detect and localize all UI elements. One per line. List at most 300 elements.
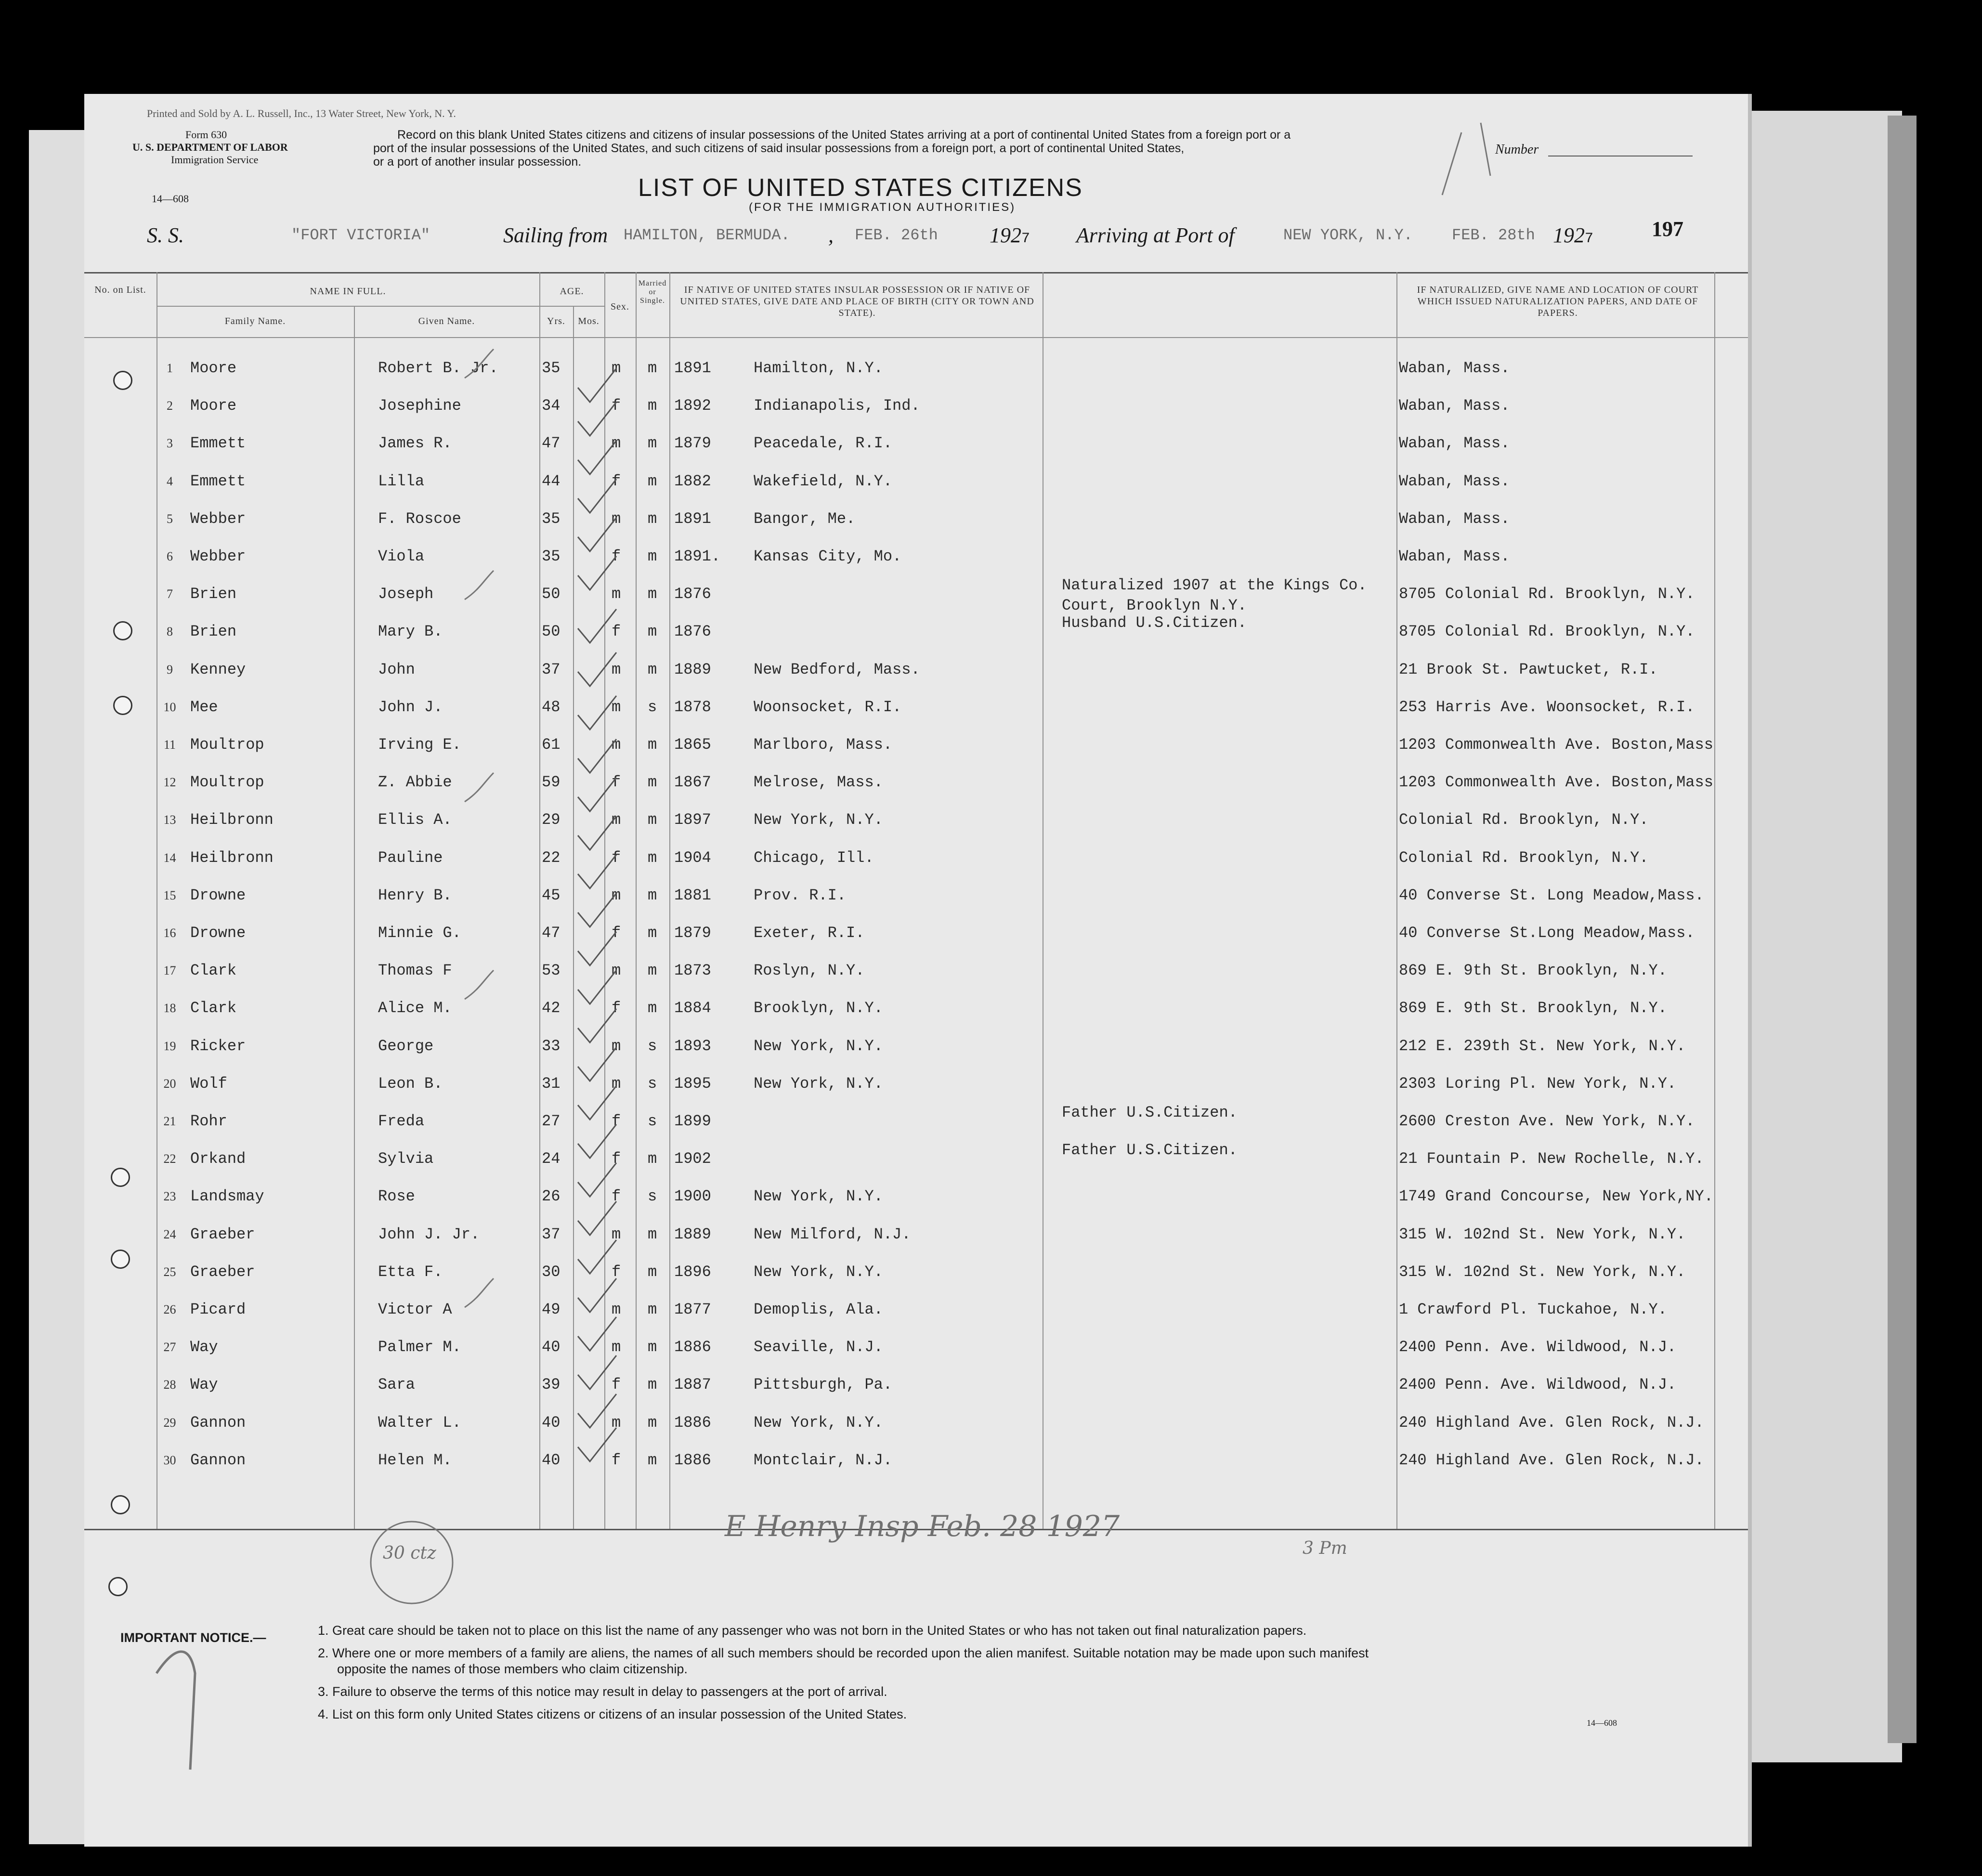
family-name: Way xyxy=(190,1338,218,1356)
marital-status: s xyxy=(648,698,657,716)
marital-status: m xyxy=(648,585,657,603)
birth-year: 1891. xyxy=(674,547,721,565)
sex: f xyxy=(612,924,621,942)
punch-hole xyxy=(111,1168,130,1187)
ship-name: "FORT VICTORIA" xyxy=(291,226,430,244)
sex: m xyxy=(612,886,621,904)
birth-place: Montclair, N.J. xyxy=(754,1451,893,1469)
birth-year: 1889 xyxy=(674,660,711,678)
row-number: 26 xyxy=(163,1303,176,1316)
given-name: John J. Jr. xyxy=(378,1225,480,1243)
birth-year: 1887 xyxy=(674,1376,711,1394)
birth-year: 1896 xyxy=(674,1263,711,1281)
sex: m xyxy=(612,962,621,980)
header-birth: IF NATIVE OF UNITED STATES INSULAR POSSESSION OR IF NATIVE OF UNITED STATES, GIVE DATE AND PLACE OF BIRTH (CITY OR TOWN AND STATE). xyxy=(680,285,1034,318)
us-address: Waban, Mass. xyxy=(1399,547,1510,565)
birth-place: New Bedford, Mass. xyxy=(754,660,920,678)
sex: m xyxy=(612,1413,621,1432)
us-address: 1 Crawford Pl. Tuckahoe, N.Y. xyxy=(1399,1301,1667,1318)
family-name: Rohr xyxy=(190,1112,227,1130)
family-name: Webber xyxy=(190,509,246,528)
family-name: Landsmay xyxy=(190,1187,264,1206)
header-yrs: Yrs. xyxy=(547,316,565,326)
sex: f xyxy=(612,547,621,565)
row-number: 24 xyxy=(163,1227,176,1241)
row-number: 2 xyxy=(167,399,173,413)
us-address: 1203 Commonwealth Ave. Boston,Mass xyxy=(1399,736,1713,754)
row-number: 27 xyxy=(163,1340,176,1355)
sex: f xyxy=(612,1263,621,1281)
birth-place: Pittsburgh, Pa. xyxy=(754,1376,893,1394)
given-name: George xyxy=(378,1037,434,1055)
birth-year: 1902 xyxy=(674,1150,711,1168)
row-number: 10 xyxy=(163,700,176,714)
handwritten-note-right: 3 Pm xyxy=(1303,1538,1347,1558)
birth-year: 1899 xyxy=(674,1112,711,1130)
given-name: Etta F. xyxy=(378,1263,443,1281)
row-number: 7 xyxy=(167,587,173,601)
family-name: Drowne xyxy=(190,886,246,904)
row-number: 6 xyxy=(167,549,173,563)
birth-place: Melrose, Mass. xyxy=(754,773,883,792)
birth-year: 1867 xyxy=(674,773,711,792)
sex: m xyxy=(612,359,621,377)
family-name: Graeber xyxy=(190,1263,255,1281)
given-name: John xyxy=(378,660,415,678)
us-address: 869 E. 9th St. Brooklyn, N.Y. xyxy=(1399,962,1667,980)
row-number: 23 xyxy=(163,1189,176,1204)
us-address: 21 Brook St. Pawtucket, R.I. xyxy=(1399,660,1658,678)
age-years: 37 xyxy=(542,1225,561,1243)
printer-line: Printed and Sold by A. L. Russell, Inc., 13 Water Street, New York, N. Y. xyxy=(147,107,456,119)
us-address: 1203 Commonwealth Ave. Boston,Mass xyxy=(1399,773,1713,792)
given-name: Sara xyxy=(378,1376,415,1394)
marital-status: m xyxy=(648,924,657,942)
age-years: 33 xyxy=(542,1037,561,1055)
form-code: 14—608 xyxy=(152,193,189,205)
marital-status: m xyxy=(648,1150,657,1168)
page-number: 197 xyxy=(1652,217,1683,241)
row-number: 28 xyxy=(163,1378,176,1392)
punch-hole xyxy=(113,621,132,640)
us-address: 2600 Creston Ave. New York, N.Y. xyxy=(1399,1112,1695,1130)
birth-year: 1893 xyxy=(674,1037,711,1055)
age-years: 39 xyxy=(542,1376,561,1394)
age-years: 34 xyxy=(542,397,561,415)
us-address: 21 Fountain P. New Rochelle, N.Y. xyxy=(1399,1150,1704,1168)
family-name: Gannon xyxy=(190,1451,246,1469)
us-address: Waban, Mass. xyxy=(1399,434,1510,453)
marital-status: m xyxy=(648,1301,657,1318)
family-name: Wolf xyxy=(190,1074,227,1093)
birth-place: Roslyn, N.Y. xyxy=(754,962,865,980)
family-name: Kenney xyxy=(190,660,246,678)
given-name: F. Roscoe xyxy=(378,509,461,528)
handwritten-note-left: 30 ctz xyxy=(383,1543,436,1563)
sex: f xyxy=(612,773,621,792)
family-name: Mee xyxy=(190,698,218,716)
row-number: 5 xyxy=(167,511,173,526)
family-name: Clark xyxy=(190,999,237,1017)
age-years: 61 xyxy=(542,736,561,754)
marital-status: m xyxy=(648,397,657,415)
given-name: Josephine xyxy=(378,397,461,415)
given-name: Joseph xyxy=(378,585,434,603)
age-years: 26 xyxy=(542,1187,561,1206)
marital-status: m xyxy=(648,1451,657,1469)
us-address: 240 Highland Ave. Glen Rock, N.J. xyxy=(1399,1413,1704,1432)
birth-place: New York, N.Y. xyxy=(754,1074,883,1093)
marital-status: s xyxy=(648,1074,657,1093)
us-address: 315 W. 102nd St. New York, N.Y. xyxy=(1399,1225,1686,1243)
family-name: Way xyxy=(190,1376,218,1394)
arrival-date: FEB. 28th xyxy=(1452,226,1535,244)
service: Immigration Service xyxy=(171,154,259,166)
naturalization-note: Husband U.S.Citizen. xyxy=(1062,614,1247,632)
row-number: 25 xyxy=(163,1264,176,1279)
birth-year: 1889 xyxy=(674,1225,711,1243)
row-number: 13 xyxy=(163,813,176,827)
birth-year: 1884 xyxy=(674,999,711,1017)
punch-hole xyxy=(111,1250,130,1269)
row-number: 3 xyxy=(167,436,173,451)
notice-form-code: 14—608 xyxy=(1587,1718,1617,1728)
page-subtitle: (FOR THE IMMIGRATION AUTHORITIES) xyxy=(749,201,1016,214)
given-name: Minnie G. xyxy=(378,924,461,942)
birth-place: Kansas City, Mo. xyxy=(754,547,902,565)
notice-item-1: 1. Great care should be taken not to place on this list the name of any passenger who was not born in the United States or who has not taken out final naturalization papers. xyxy=(318,1623,1307,1638)
notice-item-2-cont: opposite the names of those members who claim citizenship. xyxy=(337,1662,688,1676)
given-name: Walter L. xyxy=(378,1413,461,1432)
header-naturalization: IF NATURALIZED, GIVE NAME AND LOCATION OF COURT WHICH ISSUED NATURALIZATION PAPERS, AND DATE OF PAPERS. xyxy=(1417,285,1699,318)
row-number: 15 xyxy=(163,888,176,902)
birth-year: 1886 xyxy=(674,1451,711,1469)
age-years: 47 xyxy=(542,924,561,942)
inspector-signature: E Henry Insp Feb. 28 1927 xyxy=(725,1510,1120,1543)
family-name: Clark xyxy=(190,962,237,980)
row-number: 14 xyxy=(163,850,176,865)
given-name: John J. xyxy=(378,698,443,716)
us-address: 2303 Loring Pl. New York, N.Y. xyxy=(1399,1074,1677,1093)
sex: m xyxy=(612,585,621,603)
family-name: Emmett xyxy=(190,434,246,453)
birth-place: New York, N.Y. xyxy=(754,1037,883,1055)
punch-hole xyxy=(113,371,132,390)
birth-year: 1904 xyxy=(674,848,711,867)
sex: m xyxy=(612,1338,621,1356)
birth-place: Chicago, Ill. xyxy=(754,848,874,867)
given-name: Alice M. xyxy=(378,999,452,1017)
given-name: Thomas F xyxy=(378,962,452,980)
marital-status: m xyxy=(648,999,657,1017)
marital-status: m xyxy=(648,811,657,829)
sailing-label: Sailing from xyxy=(503,223,608,247)
age-years: 35 xyxy=(542,509,561,528)
age-years: 40 xyxy=(542,1413,561,1432)
given-name: Victor A xyxy=(378,1301,452,1318)
us-address: 212 E. 239th St. New York, N.Y. xyxy=(1399,1037,1686,1055)
age-years: 42 xyxy=(542,999,561,1017)
age-years: 48 xyxy=(542,698,561,716)
birth-place: New York, N.Y. xyxy=(754,1413,883,1432)
number-label: Number xyxy=(1495,142,1539,157)
us-address: 8705 Colonial Rd. Brooklyn, N.Y. xyxy=(1399,585,1695,603)
age-years: 30 xyxy=(542,1263,561,1281)
year-prefix-1: 192 xyxy=(990,223,1021,247)
comma-separator: , xyxy=(828,223,834,247)
birth-place: New Milford, N.J. xyxy=(754,1225,911,1243)
header-no-on-list: No. on List. xyxy=(94,285,146,295)
sex: f xyxy=(612,472,621,490)
family-name: Emmett xyxy=(190,472,246,490)
marital-status: m xyxy=(648,1413,657,1432)
header-family-name: Family Name. xyxy=(224,316,286,326)
birth-place: Bangor, Me. xyxy=(754,509,856,528)
family-name: Moultrop xyxy=(190,736,264,754)
marital-status: m xyxy=(648,1338,657,1356)
given-name: Irving E. xyxy=(378,736,461,754)
us-address: 40 Converse St. Long Meadow,Mass. xyxy=(1399,886,1704,904)
sailing-from: HAMILTON, BERMUDA. xyxy=(624,226,790,244)
row-number: 17 xyxy=(163,964,176,978)
check-marks xyxy=(578,368,616,1461)
us-address: Waban, Mass. xyxy=(1399,397,1510,415)
marital-status: m xyxy=(648,773,657,792)
row-number: 9 xyxy=(167,662,173,677)
sex: f xyxy=(612,1150,621,1168)
age-years: 50 xyxy=(542,623,561,641)
sex: m xyxy=(612,736,621,754)
family-name: Webber xyxy=(190,547,246,565)
page-title: LIST OF UNITED STATES CITIZENS xyxy=(638,174,1083,202)
sex: f xyxy=(612,848,621,867)
us-address: 253 Harris Ave. Woonsocket, R.I. xyxy=(1399,698,1695,716)
birth-year: 1892 xyxy=(674,397,711,415)
family-name: Heilbronn xyxy=(190,848,274,867)
given-name: Mary B. xyxy=(378,623,443,641)
arriving-label: Arriving at Port of xyxy=(1076,223,1235,247)
given-name: Lilla xyxy=(378,472,425,490)
given-name: Rose xyxy=(378,1187,415,1206)
given-name: Viola xyxy=(378,547,425,565)
us-address: 1749 Grand Concourse, New York,NY. xyxy=(1399,1187,1713,1206)
age-years: 35 xyxy=(542,547,561,565)
family-name: Moore xyxy=(190,397,237,415)
punch-hole xyxy=(111,1495,130,1514)
family-name: Moultrop xyxy=(190,773,264,792)
given-name: Pauline xyxy=(378,848,443,867)
age-years: 35 xyxy=(542,359,561,377)
marital-status: m xyxy=(648,547,657,565)
birth-place: Hamilton, N.Y. xyxy=(754,359,883,377)
birth-year: 1876 xyxy=(674,623,711,641)
given-name: James R. xyxy=(378,434,452,453)
us-address: 2400 Penn. Ave. Wildwood, N.J. xyxy=(1399,1338,1677,1356)
row-number: 1 xyxy=(167,361,173,375)
birth-place: Seaville, N.J. xyxy=(754,1338,883,1356)
birth-year: 1891 xyxy=(674,359,711,377)
marital-status: m xyxy=(648,509,657,528)
row-number: 19 xyxy=(163,1039,176,1053)
family-name: Drowne xyxy=(190,924,246,942)
family-name: Graeber xyxy=(190,1225,255,1243)
sex: m xyxy=(612,1037,621,1055)
sex: m xyxy=(612,434,621,453)
row-number: 11 xyxy=(163,738,176,752)
marital-status: m xyxy=(648,660,657,678)
birth-year: 1879 xyxy=(674,434,711,453)
given-name: Ellis A. xyxy=(378,811,452,829)
us-address: Waban, Mass. xyxy=(1399,509,1510,528)
notice-item-3: 3. Failure to observe the terms of this notice may result in delay to passengers at the port of arrival. xyxy=(318,1684,887,1699)
birth-year: 1895 xyxy=(674,1074,711,1093)
row-number: 21 xyxy=(163,1114,176,1128)
sex: f xyxy=(612,1112,621,1130)
given-name: Henry B. xyxy=(378,886,452,904)
birth-year: 1879 xyxy=(674,924,711,942)
sex: f xyxy=(612,1187,621,1206)
us-address: Colonial Rd. Brooklyn, N.Y. xyxy=(1399,848,1649,867)
sex: m xyxy=(612,509,621,528)
birth-place: Prov. R.I. xyxy=(754,886,847,904)
sex: m xyxy=(612,660,621,678)
year-digit-1: 7 xyxy=(1021,231,1030,247)
arrival-port: NEW YORK, N.Y. xyxy=(1283,226,1413,244)
sex: f xyxy=(612,623,621,641)
given-name: Helen M. xyxy=(378,1451,452,1469)
birth-year: 1886 xyxy=(674,1338,711,1356)
notice-label: IMPORTANT NOTICE.— xyxy=(120,1630,266,1645)
given-name: Sylvia xyxy=(378,1150,434,1168)
age-years: 24 xyxy=(542,1150,561,1168)
us-address: 2400 Penn. Ave. Wildwood, N.J. xyxy=(1399,1376,1677,1394)
form-number: Form 630 xyxy=(185,129,227,141)
marital-status: m xyxy=(648,623,657,641)
birth-place: New York, N.Y. xyxy=(754,1263,883,1281)
marital-status: m xyxy=(648,962,657,980)
age-years: 37 xyxy=(542,660,561,678)
age-years: 22 xyxy=(542,848,561,867)
sex: f xyxy=(612,1451,621,1469)
year-prefix-2: 192 xyxy=(1553,223,1585,247)
header-sex: Sex. xyxy=(611,301,629,312)
birth-place: Marlboro, Mass. xyxy=(754,736,893,754)
family-name: Gannon xyxy=(190,1413,246,1432)
family-name: Heilbronn xyxy=(190,811,274,829)
us-address: 315 W. 102nd St. New York, N.Y. xyxy=(1399,1263,1686,1281)
punch-hole xyxy=(108,1577,128,1596)
age-years: 27 xyxy=(542,1112,561,1130)
row-number: 30 xyxy=(163,1453,176,1467)
birth-place: Indianapolis, Ind. xyxy=(754,397,920,415)
sex: f xyxy=(612,397,621,415)
birth-place: Peacedale, R.I. xyxy=(754,434,893,453)
row-number: 29 xyxy=(163,1415,176,1430)
marital-status: m xyxy=(648,886,657,904)
birth-year: 1882 xyxy=(674,472,711,490)
department: U. S. DEPARTMENT OF LABOR xyxy=(132,141,288,153)
family-name: Brien xyxy=(190,585,237,603)
birth-year: 1897 xyxy=(674,811,711,829)
age-years: 53 xyxy=(542,962,561,980)
marital-status: m xyxy=(648,359,657,377)
birth-year: 1878 xyxy=(674,698,711,716)
row-number: 12 xyxy=(163,775,176,790)
handwriting-layer xyxy=(84,94,1748,1847)
manifest-page xyxy=(84,94,1748,1847)
marital-status: m xyxy=(648,472,657,490)
us-address: Waban, Mass. xyxy=(1399,472,1510,490)
birth-place: Wakefield, N.Y. xyxy=(754,472,893,490)
sex: m xyxy=(612,1225,621,1243)
given-name: Z. Abbie xyxy=(378,773,452,792)
us-address: Colonial Rd. Brooklyn, N.Y. xyxy=(1399,811,1649,829)
row-number: 22 xyxy=(163,1152,176,1166)
marital-status: m xyxy=(648,434,657,453)
marital-status: s xyxy=(648,1112,657,1130)
sail-date: FEB. 26th xyxy=(855,226,938,244)
given-name: Palmer M. xyxy=(378,1338,461,1356)
sex: f xyxy=(612,1376,621,1394)
given-name: Freda xyxy=(378,1112,425,1130)
sex: m xyxy=(612,811,621,829)
birth-year: 1881 xyxy=(674,886,711,904)
birth-place: Woonsocket, R.I. xyxy=(754,698,902,716)
birth-place: Brooklyn, N.Y. xyxy=(754,999,883,1017)
notice-item-4: 4. List on this form only United States citizens or citizens of an insular possession of the United States. xyxy=(318,1707,907,1721)
us-address: 240 Highland Ave. Glen Rock, N.J. xyxy=(1399,1451,1704,1469)
sex: m xyxy=(612,1074,621,1093)
underlying-page-right xyxy=(1743,111,1902,1762)
marital-status: m xyxy=(648,1263,657,1281)
us-address: 8705 Colonial Rd. Brooklyn, N.Y. xyxy=(1399,623,1695,641)
punch-hole xyxy=(113,696,132,715)
given-name: Robert B. Jr. xyxy=(378,359,498,377)
sex: m xyxy=(612,698,621,716)
birth-year: 1891 xyxy=(674,509,711,528)
us-address: Waban, Mass. xyxy=(1399,359,1510,377)
year-digit-2: 7 xyxy=(1585,231,1594,247)
age-years: 44 xyxy=(542,472,561,490)
family-name: Moore xyxy=(190,359,237,377)
age-years: 29 xyxy=(542,811,561,829)
birth-year: 1873 xyxy=(674,962,711,980)
instruction-line-3: or a port of another insular possession. xyxy=(373,155,582,169)
row-number: 16 xyxy=(163,926,176,940)
header-name-in-full: NAME IN FULL. xyxy=(310,286,386,297)
marital-status: s xyxy=(648,1037,657,1055)
family-name: Picard xyxy=(190,1301,246,1318)
birth-place: Exeter, R.I. xyxy=(754,924,865,942)
family-name: Ricker xyxy=(190,1037,246,1055)
notice-item-2: 2. Where one or more members of a family are aliens, the names of all such members should be recorded upon the alien manifest. Suitable notation may be made upon such manifest xyxy=(318,1646,1369,1660)
underlying-page-edge xyxy=(1888,116,1917,1743)
age-years: 47 xyxy=(542,434,561,453)
naturalization-note: Naturalized 1907 at the Kings Co. Court, Brooklyn N.Y. xyxy=(1062,576,1367,615)
family-name: Orkand xyxy=(190,1150,246,1168)
header-mos: Mos. xyxy=(578,316,600,326)
age-years: 49 xyxy=(542,1301,561,1318)
row-number: 4 xyxy=(167,474,173,488)
naturalization-note: Father U.S.Citizen. xyxy=(1062,1141,1238,1159)
row-number: 8 xyxy=(167,625,173,639)
ss-label: S. S. xyxy=(147,223,184,247)
age-years: 50 xyxy=(542,585,561,603)
row-number: 20 xyxy=(163,1076,176,1091)
marital-status: m xyxy=(648,1225,657,1243)
age-years: 31 xyxy=(542,1074,561,1093)
birth-place: New York, N.Y. xyxy=(754,1187,883,1206)
